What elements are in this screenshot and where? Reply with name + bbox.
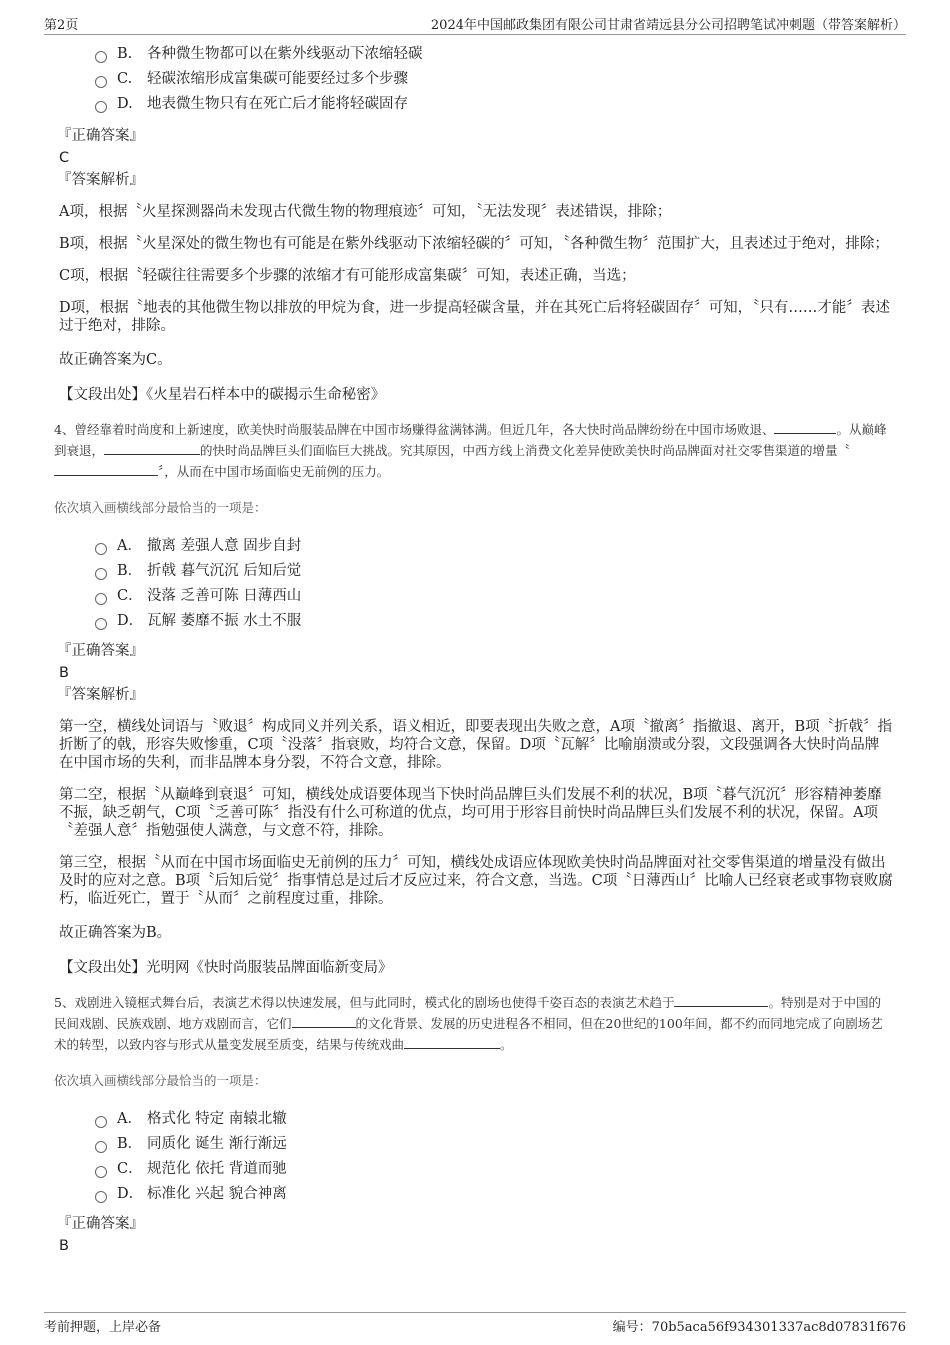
answer-label: 『正确答案』 (57, 643, 144, 659)
q3-option-d[interactable]: D. 地表微生物只有在死亡后才能将轻碳固存 (95, 92, 893, 117)
radio-icon[interactable] (95, 1166, 107, 1178)
radio-icon[interactable] (95, 51, 107, 63)
radio-icon[interactable] (95, 1141, 107, 1153)
blank-line (54, 462, 158, 476)
radio-icon[interactable] (95, 1191, 107, 1203)
q3-answer: C (59, 150, 70, 166)
q4-source: 【文段出处】光明网《快时尚服装品牌面临新变局》 (59, 960, 393, 976)
blank-line (104, 441, 200, 455)
blank-line (404, 1035, 500, 1049)
page-footer (44, 1312, 906, 1338)
q3-option-c[interactable]: C. 轻碳浓缩形成富集碳可能要经过多个步骤 (95, 67, 893, 92)
page-content (54, 42, 893, 1257)
page-header (44, 14, 906, 35)
q4-conclusion: 故正确答案为B。 (59, 925, 172, 941)
q4-instruction: 依次填入画横线部分最恰当的一项是： (54, 500, 267, 515)
q5-options (95, 1107, 893, 1207)
q5-option-d[interactable]: D． 标准化 兴起 貌合神离 (95, 1182, 893, 1207)
q4-analysis-2: 第二空，根据〝从巅峰到衰退〞可知，横线处成语要体现当下快时尚品牌巨头们发展不利的状况，B项〝暮气沉沉〞形容精神萎靡不振，缺乏朝气，C项〝乏善可陈〞指没有什么可称道的优点，均可用于形容目前快时尚品牌巨头们发展不利的状况，保留。A项〝差强人意〞指勉强使人满意，与文意不符，排除。 (59, 787, 882, 839)
q4-option-b[interactable]: B． 折戟 暮气沉沉 后知后觉 (95, 559, 893, 584)
q4-answer: B (59, 665, 69, 681)
q5-answer: B (59, 1238, 69, 1254)
page-number: 第2页 (44, 18, 79, 33)
radio-icon[interactable] (95, 618, 107, 630)
analysis-label: 『答案解析』 (57, 172, 144, 188)
radio-icon[interactable] (95, 568, 107, 580)
radio-icon[interactable] (95, 76, 107, 88)
q4-question: 4、曾经靠着时尚度和上新速度，欧美快时尚服装品牌在中国市场赚得盆满钵满。但近几年，各大快时尚品牌纷纷在中国市场败退、 。从巅峰到衰退， 的快时尚品牌巨头们面临巨大挑战。究其原因，中西方线上消费文化差异使欧美快时尚品牌面对社交零售渠道的增量〝〞，从而在中国市场面临史无前例的压力。 (54, 422, 887, 479)
document-code: 编号：70b5aca56f934301337ac8d07831f676 (612, 1320, 906, 1335)
q5-option-b[interactable]: B． 同质化 诞生 渐行渐远 (95, 1132, 893, 1157)
q3-analysis-a: A项，根据〝火星探测器尚未发现古代微生物的物理痕迹〞可知，〝无法发现〞表述错误，排除； (59, 204, 672, 220)
q3-option-b[interactable]: B. 各种微生物都可以在紫外线驱动下浓缩轻碳 (95, 42, 893, 67)
q3-source: 【文段出处】《火星岩石样本中的碳揭示生命秘密》 (59, 387, 386, 403)
q5-instruction: 依次填入画横线部分最恰当的一项是： (54, 1073, 267, 1088)
blank-line (674, 993, 768, 1007)
radio-icon[interactable] (95, 1116, 107, 1128)
q4-options (95, 534, 893, 634)
q3-conclusion: 故正确答案为C。 (59, 352, 172, 368)
q4-analysis-3: 第三空，根据〝从而在中国市场面临史无前例的压力〞可知，横线处成语应体现欧美快时尚品牌面对社交零售渠道的增量没有做出及时的应对之意。B项〝后知后觉〞指事情总是过后才反应过来，符合文意，当选。C项〝日薄西山〞比喻人已经衰老或事物衰败腐朽，临近死亡，置于〝从而〞之前程度过重，排除。 (59, 855, 893, 907)
q3-options (95, 42, 893, 117)
blank-line (292, 1014, 356, 1028)
q5-question: 5、戏剧进入镜框式舞台后，表演艺术得以快速发展，但与此同时，模式化的剧场也使得千姿百态的表演艺术趋于 。特别是对于中国的民间戏剧、民族戏剧、地方戏剧而言，它们 的文化背景、发展的历史进程各不相同，但在20世纪的100年间，都不约而同地完成了向剧场艺术的转型，以致内容与形式从量变发展至质变，结果与传统戏曲 。 (54, 995, 883, 1052)
q4-option-a[interactable]: A． 撤离 差强人意 固步自封 (95, 534, 893, 559)
q5-option-c[interactable]: C． 规范化 依托 背道而驰 (95, 1157, 893, 1182)
q3-analysis-b: B项，根据〝火星深处的微生物也有可能是在紫外线驱动下浓缩轻碳的〞可知，〝各种微生物〞范围扩大，且表述过于绝对，排除； (59, 236, 889, 252)
answer-label: 『正确答案』 (57, 128, 144, 144)
radio-icon[interactable] (95, 593, 107, 605)
document-title: 2024年中国邮政集团有限公司甘肃省靖远县分公司招聘笔试冲刺题（带答案解析） (430, 18, 906, 33)
answer-label: 『正确答案』 (57, 1216, 144, 1232)
q4-analysis-1: 第一空，横线处词语与〝败退〞构成同义并列关系，语义相近，即要表现出失败之意，A项〝撤离〞指撤退、离开，B项〝折戟〞指折断了的戟，形容失败惨重，C项〝没落〞指衰败，均符合文意，保留。D项〝瓦解〞比喻崩溃或分裂，文段强调各大快时尚品牌在中国市场的失利，而非品牌本身分裂，不符合文意，排除。 (59, 719, 893, 771)
radio-icon[interactable] (95, 101, 107, 113)
radio-icon[interactable] (95, 543, 107, 555)
blank-line (774, 420, 836, 434)
q4-option-d[interactable]: D． 瓦解 萎靡不振 水土不服 (95, 609, 893, 634)
q4-option-c[interactable]: C． 没落 乏善可陈 日薄西山 (95, 584, 893, 609)
q5-option-a[interactable]: A． 格式化 特定 南辕北辙 (95, 1107, 893, 1132)
q3-analysis-d: D项，根据〝地表的其他微生物以排放的甲烷为食，进一步提高轻碳含量，并在其死亡后将轻碳固存〞可知，〝只有……才能〞表述过于绝对，排除。 (59, 300, 890, 334)
analysis-label: 『答案解析』 (57, 687, 144, 703)
q3-analysis-c: C项，根据〝轻碳往往需要多个步骤的浓缩才有可能形成富集碳〞可知，表述正确，当选； (59, 268, 636, 284)
footer-slogan: 考前押题，上岸必备 (44, 1320, 162, 1335)
